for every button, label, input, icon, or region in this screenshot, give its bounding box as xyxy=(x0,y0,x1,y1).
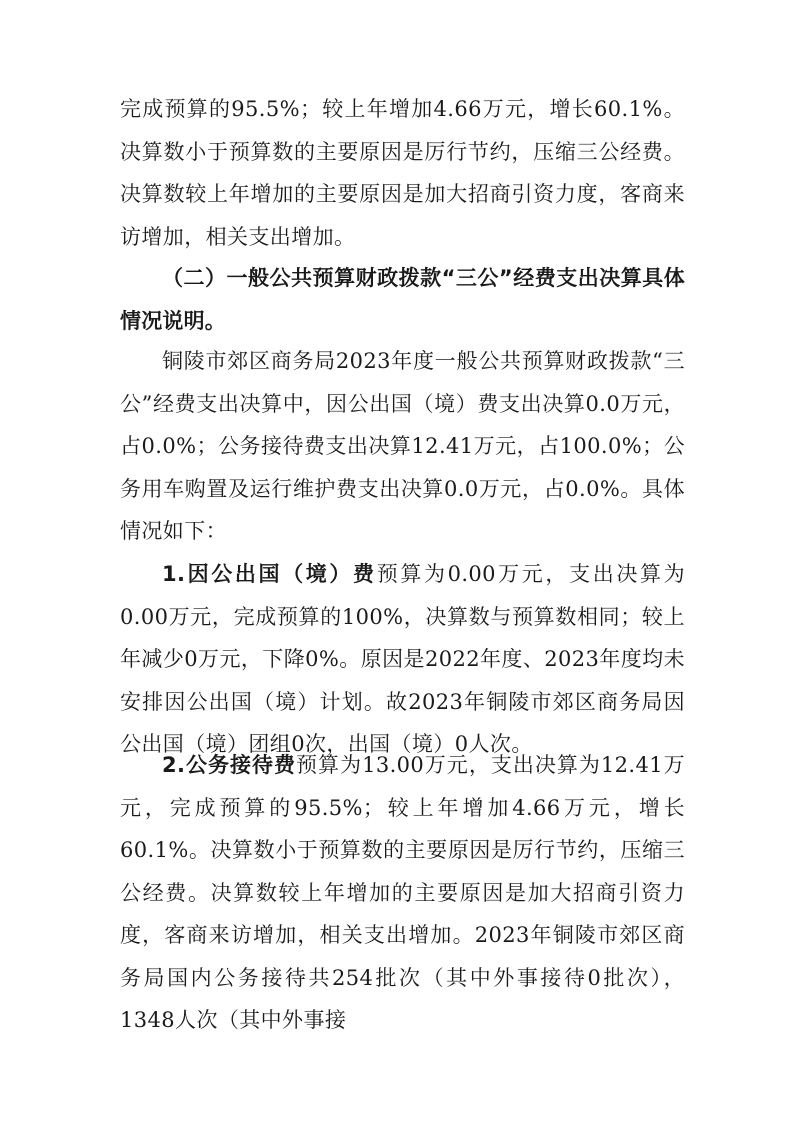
section-heading: （二）一般公共预算财政拨款“三公”经费支出决算具体情况说明。 xyxy=(120,266,685,333)
paragraph-item-reception xyxy=(120,744,685,1042)
item-reception-lead: 2.公务接待费 xyxy=(162,753,297,777)
item-travel-body: 预算为0.00万元，支出决算为0.00万元，完成预算的100%，决算数与预算数相同；较上年减少0万元，下降0%。原因是2022年度、2023年度均未安排因公出国（境）计划。故2023年铜陵市郊区商务局因公出国（境）团组0次，出国（境）0人次。 xyxy=(120,562,685,756)
paragraph-item-travel xyxy=(120,553,685,766)
paragraph-continuation: 完成预算的95.5%；较上年增加4.66万元，增长60.1%。决算数小于预算数的主要原因是厉行节约，压缩三公经费。决算数较上年增加的主要原因是加大招商引资力度，客商来访增加，相关支出增加。 xyxy=(120,97,685,249)
item-travel-lead: 1.因公出国（境）费 xyxy=(162,562,377,586)
paragraph-summary: 铜陵市郊区商务局2023年度一般公共预算财政拨款“三公”经费支出决算中，因公出国（境）费支出决算0.0万元，占0.0%；公务接待费支出决算12.41万元，占100.0%；公务用车购置及运行维护费支出决算0.0万元，占0.0%。具体情况如下： xyxy=(120,349,685,543)
item-reception-body: 预算为13.00万元，支出决算为12.41万元，完成预算的95.5%；较上年增加4.66万元，增长60.1%。决算数小于预算数的主要原因是厉行节约，压缩三公经费。决算数较上年增加的主要原因是加大招商引资力度，客商来访增加，相关支出增加。2023年铜陵市郊区商务局国内公务接待共254批次（其中外事接待0批次），1348人次（其中外事接 xyxy=(120,753,685,1032)
